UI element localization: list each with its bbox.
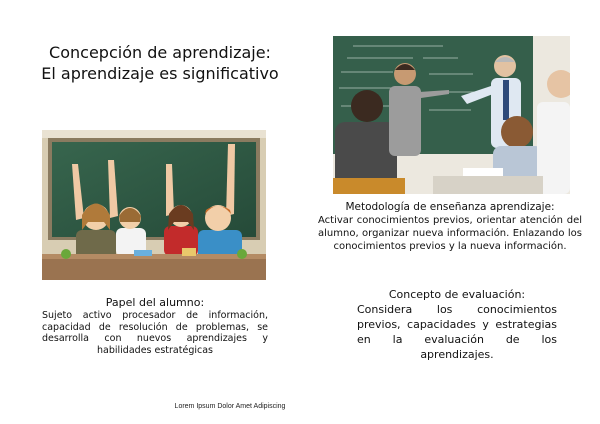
students-photo-illustration <box>42 130 266 280</box>
evaluation-section <box>357 288 557 362</box>
students-classroom-photo <box>42 130 266 280</box>
evaluation-text: Considera los conocimientos previos, capacidades y estrategias en la evaluación de los aprendizajes. <box>357 303 557 361</box>
student-role-heading: Papel del alumno: <box>105 296 205 309</box>
title-line-2: El aprendizaje es significativo <box>41 64 279 83</box>
footer-text: Lorem Ipsum Dolor Amet Adipiscing <box>174 403 286 410</box>
methodology-section <box>318 200 582 253</box>
student-role-text: Sujeto activo procesador de información, capacidad de resolución de problemas, se desarrolla con nuevos aprendizajes y habilidades estratégicas <box>42 310 268 356</box>
page-title <box>30 42 290 84</box>
methodology-heading: Metodología de enseñanza aprendizaje: <box>345 201 555 213</box>
student-role-section <box>42 296 268 356</box>
teacher-chalkboard-photo <box>333 36 570 194</box>
evaluation-heading: Concepto de evaluación: <box>388 288 526 301</box>
title-line-1: Concepción de aprendizaje: <box>49 43 271 62</box>
methodology-text: Activar conocimientos previos, orientar atención del alumno, organizar nueva información. Enlazando los conocimientos previos y la nueva información. <box>318 215 582 252</box>
teacher-photo-illustration <box>333 36 570 194</box>
